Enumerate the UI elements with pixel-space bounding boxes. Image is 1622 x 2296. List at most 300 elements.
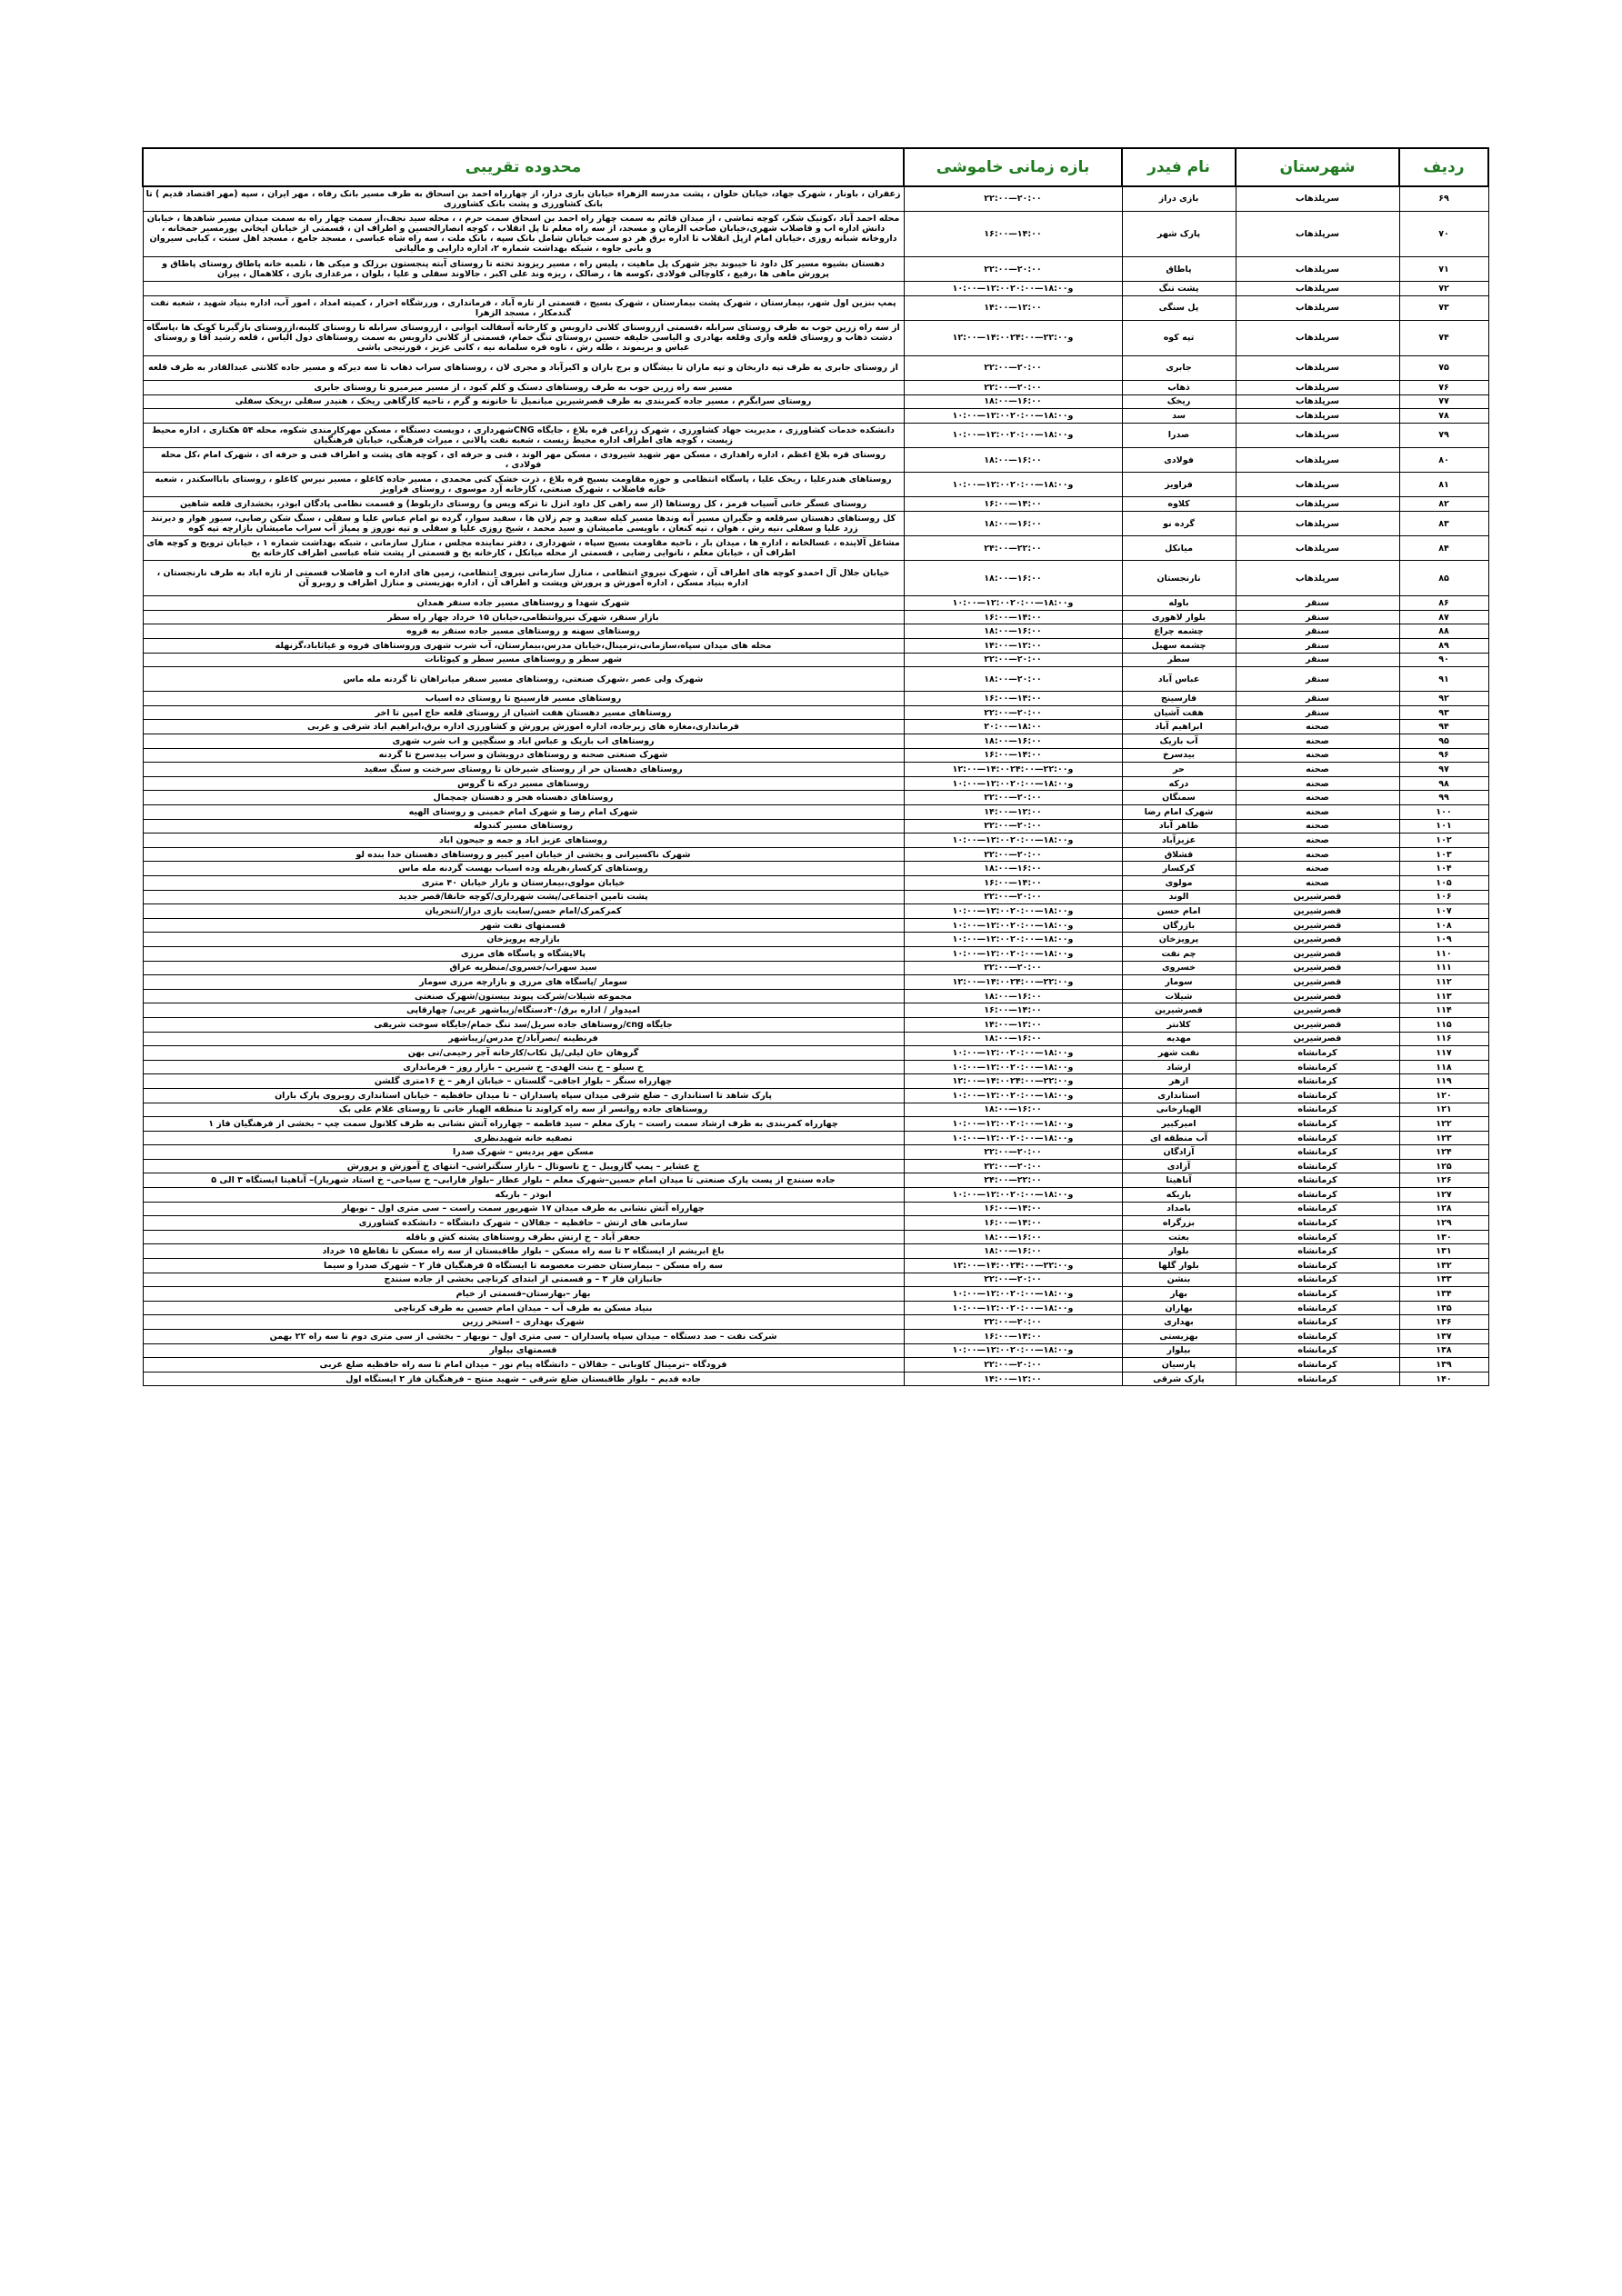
- feeder-cell: سطر: [1122, 653, 1236, 667]
- table-row: [143, 961, 1488, 975]
- feeder-cell: بهاران: [1122, 1301, 1236, 1315]
- row-number-cell: ۱۰۵: [1399, 876, 1488, 891]
- area-cell: تصفیه خانه شهیدنظری: [143, 1131, 904, 1145]
- area-cell: خیابان جلال آل احمدو کوچه های اطراف آن ، شهرک نیروی انتظامی ، منازل سازمانی نیروی انتظامی، زمین های اداره اب و فاضلاب قسمتی از تازه اباد به طرف نارنجستان ، اداره بنیاد مسکن ، اداره آموزش و پرورش وپشت و اطراف آن ، اداره بهزیستی و منازل اطراف و روبرو آن: [143, 561, 904, 596]
- header-area: محدوده تقریبی: [143, 148, 904, 186]
- feeder-cell: چشمه سهیل: [1122, 638, 1236, 653]
- time-range-cell: ۱۰:۰۰—۱۲:۰۰و۱۸:۰۰—۲۰:۰۰: [904, 282, 1122, 296]
- row-number-cell: ۹۷: [1399, 763, 1488, 777]
- feeder-cell: سمنگان: [1122, 791, 1236, 805]
- table-row: [143, 186, 1488, 211]
- table-row: [143, 933, 1488, 947]
- time-range-cell: ۱۲:۰۰—۱۴:۰۰و۲۲:۰۰—۲۴:۰۰: [904, 1074, 1122, 1089]
- table-row: [143, 667, 1488, 692]
- row-number-cell: ۱۲۷: [1399, 1188, 1488, 1203]
- time-range-cell: ۲۲:۰۰—۲۰:۰۰: [904, 1358, 1122, 1373]
- row-number-cell: ۱۱۸: [1399, 1060, 1488, 1074]
- table-row: [143, 805, 1488, 820]
- row-number-cell: ۱۰۰: [1399, 805, 1488, 820]
- header-time-range: بازه زمانی خاموشی: [904, 148, 1122, 186]
- county-cell: کرمانشاه: [1236, 1145, 1399, 1160]
- row-number-cell: ۱۱۰: [1399, 946, 1488, 961]
- table-row: [143, 448, 1488, 473]
- row-number-cell: ۷۵: [1399, 355, 1488, 380]
- feeder-cell: فراویز: [1122, 473, 1236, 497]
- area-cell: جانبازان فاز ۳ – و قسمتی از ابتدای کرناچی بخشی از جاده سنندج: [143, 1273, 904, 1287]
- time-range-cell: ۱۰:۰۰—۱۲:۰۰و۱۸:۰۰—۲۰:۰۰: [904, 1060, 1122, 1074]
- county-cell: کرمانشاه: [1236, 1117, 1399, 1132]
- row-number-cell: ۹۸: [1399, 776, 1488, 791]
- county-cell: سرپلذهاب: [1236, 511, 1399, 535]
- time-range-cell: ۱۶:۰۰—۱۴:۰۰: [904, 610, 1122, 624]
- time-range-cell: ۱۶:۰۰—۱۴:۰۰: [904, 497, 1122, 512]
- feeder-cell: بازی دراز: [1122, 186, 1236, 211]
- county-cell: سنقر: [1236, 705, 1399, 720]
- county-cell: سرپلذهاب: [1236, 355, 1399, 380]
- feeder-cell: نارنجستان: [1122, 561, 1236, 596]
- county-cell: سرپلذهاب: [1236, 282, 1399, 296]
- time-range-cell: ۱۰:۰۰—۱۲:۰۰و۱۸:۰۰—۲۰:۰۰: [904, 596, 1122, 611]
- row-number-cell: ۱۲۵: [1399, 1159, 1488, 1173]
- time-range-cell: ۲۲:۰۰—۲۰:۰۰: [904, 1145, 1122, 1160]
- time-range-cell: ۱۸:۰۰—۱۶:۰۰: [904, 1032, 1122, 1046]
- county-cell: سنقر: [1236, 667, 1399, 692]
- row-number-cell: ۱۴۰: [1399, 1372, 1488, 1386]
- row-number-cell: ۱۰۳: [1399, 847, 1488, 862]
- area-cell: شرکت نفت – صد دستگاه – میدان سپاه پاسداران – سی متری اول – نوبهار – بخشی از سی متری دوم تا سه راه ۲۲ بهمن: [143, 1330, 904, 1344]
- row-number-cell: ۱۰۶: [1399, 890, 1488, 904]
- row-number-cell: ۱۰۸: [1399, 918, 1488, 933]
- row-number-cell: ۸۳: [1399, 511, 1488, 535]
- time-range-cell: ۲۴:۰۰—۲۲:۰۰: [904, 536, 1122, 561]
- area-cell: قسمتهای نفت شهر: [143, 918, 904, 933]
- table-row: [143, 1032, 1488, 1046]
- row-number-cell: ۹۴: [1399, 720, 1488, 734]
- table-row: [143, 610, 1488, 624]
- feeder-cell: بزرگراه: [1122, 1216, 1236, 1231]
- area-cell: روستاهای سهنه و روستاهای مسیر جاده سنقر به قروه: [143, 624, 904, 639]
- area-cell: سید سهراب/خسروی/منظریه عراق: [143, 961, 904, 975]
- feeder-cell: آب باریک: [1122, 734, 1236, 749]
- row-number-cell: ۱۱۲: [1399, 975, 1488, 990]
- time-range-cell: ۱۶:۰۰—۱۴:۰۰: [904, 211, 1122, 256]
- power-outage-table-sheet: [142, 147, 1487, 1386]
- area-cell: خ عشایر – پمپ گازوییل – خ ناسوتال – بازار سنگتراشی– انتهای خ آموزش و پرورش: [143, 1159, 904, 1173]
- table-row: [143, 819, 1488, 834]
- row-number-cell: ۶۹: [1399, 186, 1488, 211]
- row-number-cell: ۸۱: [1399, 473, 1488, 497]
- feeder-cell: بلوار: [1122, 1244, 1236, 1259]
- county-cell: صحنه: [1236, 862, 1399, 876]
- feeder-cell: عزیزآباد: [1122, 834, 1236, 848]
- feeder-cell: هفت آشیان: [1122, 705, 1236, 720]
- time-range-cell: ۱۸:۰۰—۱۶:۰۰: [904, 561, 1122, 596]
- county-cell: قصرشیرین: [1236, 904, 1399, 919]
- time-range-cell: ۱۰:۰۰—۱۲:۰۰و۱۸:۰۰—۲۰:۰۰: [904, 904, 1122, 919]
- table-row: [143, 989, 1488, 1003]
- table-row: [143, 705, 1488, 720]
- area-cell: روستای عسگر خانی آسیاب قرمز ، کل روستاها (از سه راهی کل داود انزل تا ترکه ویس و) روستای داربلوط) و قسمت نظامی پادگان ابوذر، بخشداری قلعه شاهین: [143, 497, 904, 512]
- county-cell: صحنه: [1236, 791, 1399, 805]
- row-number-cell: ۷۶: [1399, 381, 1488, 395]
- time-range-cell: ۱۰:۰۰—۱۲:۰۰و۱۸:۰۰—۲۰:۰۰: [904, 834, 1122, 848]
- row-number-cell: ۱۱۴: [1399, 1003, 1488, 1018]
- feeder-cell: عباس آباد: [1122, 667, 1236, 692]
- county-cell: کرمانشاه: [1236, 1343, 1399, 1358]
- feeder-cell: مهدیه: [1122, 1032, 1236, 1046]
- row-number-cell: ۱۲۲: [1399, 1117, 1488, 1132]
- row-number-cell: ۱۰۱: [1399, 819, 1488, 834]
- time-range-cell: ۲۲:۰۰—۲۰:۰۰: [904, 1315, 1122, 1330]
- county-cell: سرپلذهاب: [1236, 257, 1399, 282]
- county-cell: قصرشیرین: [1236, 946, 1399, 961]
- county-cell: کرمانشاه: [1236, 1244, 1399, 1259]
- table-row: [143, 394, 1488, 409]
- time-range-cell: ۱۰:۰۰—۱۲:۰۰و۱۸:۰۰—۲۰:۰۰: [904, 776, 1122, 791]
- row-number-cell: ۱۰۴: [1399, 862, 1488, 876]
- area-cell: جاده سنندج از پست پارک صنعتی تا میدان امام حسین–شهرک معلم – بلوار عطار –بلوار فارابی– خ سیاحی– خ استاد شهریار)– آناهیتا ایستگاه ۳ الی ۵: [143, 1173, 904, 1188]
- area-cell: زعفران ، باونار ، شهرک جهاد، خیابان حلوان ، پشت مدرسه الزهراء خیابان بازی دراز، از چهارراه احمد بن اسحاق به طرف مسیر بانک رفاه ، مهر ایران ، سپه (مهر اقتصاد قدیم ) تا بانک کشاورزی و پشت بانک کشاورزی: [143, 186, 904, 211]
- area-cell: جایگاه cng/روستاهای جاده سریل/سد تنگ حمام/جایگاه سوخت شریفی: [143, 1017, 904, 1032]
- row-number-cell: ۱۱۱: [1399, 961, 1488, 975]
- county-cell: قصرشیرین: [1236, 975, 1399, 990]
- row-number-cell: ۱۲۳: [1399, 1131, 1488, 1145]
- feeder-cell: پاطاق: [1122, 257, 1236, 282]
- table-row: [143, 653, 1488, 667]
- row-number-cell: ۹۰: [1399, 653, 1488, 667]
- row-number-cell: ۱۱۵: [1399, 1017, 1488, 1032]
- time-range-cell: ۱۸:۰۰—۲۰:۰۰: [904, 667, 1122, 692]
- row-number-cell: ۱۳۰: [1399, 1230, 1488, 1244]
- time-range-cell: ۱۸:۰۰—۱۶:۰۰: [904, 734, 1122, 749]
- county-cell: کرمانشاه: [1236, 1358, 1399, 1373]
- time-range-cell: ۲۲:۰۰—۲۰:۰۰: [904, 186, 1122, 211]
- time-range-cell: ۱۴:۰۰—۱۲:۰۰: [904, 805, 1122, 820]
- row-number-cell: ۹۶: [1399, 748, 1488, 763]
- feeder-cell: پارک شهر: [1122, 211, 1236, 256]
- row-number-cell: ۱۲۴: [1399, 1145, 1488, 1160]
- feeder-cell: بازرگان: [1122, 918, 1236, 933]
- row-number-cell: ۸۷: [1399, 610, 1488, 624]
- county-cell: کرمانشاه: [1236, 1173, 1399, 1188]
- area-cell: از روستای جابری به طرف تپه داربخان و تپه ماران تا بیشگان و برج باران و اکبرآباد و مجری لان ، روستاهای سراب ذهاب تا سه دیرکه و مسیر جاده کلانتی عبدالقادر به طرف قلعه: [143, 355, 904, 380]
- table-row: [143, 1259, 1488, 1273]
- table-row: [143, 1074, 1488, 1089]
- feeder-cell: پشت تنگ: [1122, 282, 1236, 296]
- time-range-cell: ۱۸:۰۰—۱۶:۰۰: [904, 1103, 1122, 1117]
- row-number-cell: ۷۸: [1399, 409, 1488, 424]
- county-cell: کرمانشاه: [1236, 1060, 1399, 1074]
- area-cell: محله های میدان سپاه،سازمانی،ترمینال،خیابان مدرس،بیمارستان، آب شرب شهری وروستاهای فروه و غیاثاباد،گزنهله: [143, 638, 904, 653]
- row-number-cell: ۱۲۸: [1399, 1202, 1488, 1216]
- time-range-cell: ۱۸:۰۰—۱۶:۰۰: [904, 989, 1122, 1003]
- feeder-cell: الوند: [1122, 890, 1236, 904]
- table-row: [143, 211, 1488, 256]
- county-cell: سنقر: [1236, 653, 1399, 667]
- row-number-cell: ۸۲: [1399, 497, 1488, 512]
- table-row: [143, 734, 1488, 749]
- feeder-cell: شیلات: [1122, 989, 1236, 1003]
- feeder-cell: بهزیستی: [1122, 1330, 1236, 1344]
- row-number-cell: ۷۲: [1399, 282, 1488, 296]
- feeder-cell: صدرا: [1122, 423, 1236, 447]
- county-cell: کرمانشاه: [1236, 1088, 1399, 1103]
- area-cell: فرمانداری،مغازه های زیرجاده، اداره اموزش پرورش و کشاورزی اداره برق،ابراهیم اباد شرقی و غربی: [143, 720, 904, 734]
- feeder-cell: فولادی: [1122, 448, 1236, 473]
- table-row: [143, 1273, 1488, 1287]
- time-range-cell: ۱۴:۰۰—۱۲:۰۰: [904, 295, 1122, 320]
- county-cell: سرپلذهاب: [1236, 211, 1399, 256]
- row-number-cell: ۸۹: [1399, 638, 1488, 653]
- time-range-cell: ۱۰:۰۰—۱۲:۰۰و۱۸:۰۰—۲۰:۰۰: [904, 918, 1122, 933]
- feeder-cell: طاهر آباد: [1122, 819, 1236, 834]
- area-cell: پمپ بنزین اول شهر، بیمارستان ، شهرک پشت بیمارستان ، شهرک بسیج ، قسمتی از تازه آباد ، فرمانداری ، ورزشگاه احرار ، کمیته امداد ، امور آب، اداره بنیاد شهید ، شعبه نفت گندمکار ، مسجد الزهرا: [143, 295, 904, 320]
- area-cell: سازمانی های ارتش – حافظیه – جقالان – شهرک دانشگاه – دانشکده کشاورزی: [143, 1216, 904, 1231]
- county-cell: صحنه: [1236, 776, 1399, 791]
- row-number-cell: ۱۱۶: [1399, 1032, 1488, 1046]
- row-number-cell: ۱۳۷: [1399, 1330, 1488, 1344]
- area-cell: شهرک امام رضا و شهرک امام خمینی و روستای الهیه: [143, 805, 904, 820]
- time-range-cell: ۱۰:۰۰—۱۲:۰۰و۱۸:۰۰—۲۰:۰۰: [904, 409, 1122, 424]
- header-row-number: ردیف: [1399, 148, 1488, 186]
- feeder-cell: بلوار گلها: [1122, 1259, 1236, 1273]
- table-row: [143, 409, 1488, 424]
- table-row: [143, 904, 1488, 919]
- row-number-cell: ۱۱۳: [1399, 989, 1488, 1003]
- row-number-cell: ۹۹: [1399, 791, 1488, 805]
- time-range-cell: ۱۰:۰۰—۱۲:۰۰و۱۸:۰۰—۲۰:۰۰: [904, 1343, 1122, 1358]
- area-cell: روستای قره بلاغ اعظم ، اداره راهداری ، مسکن مهر شهید شیرودی ، مسکن مهر الوند ، فنی و حرفه ای ، کوچه های پشت و اطراف فنی و حرفه ای ، شهرک امام ،کل محله فولادی ،: [143, 448, 904, 473]
- row-number-cell: ۱۳۴: [1399, 1287, 1488, 1302]
- county-cell: قصرشیرین: [1236, 1032, 1399, 1046]
- row-number-cell: ۷۳: [1399, 295, 1488, 320]
- county-cell: سرپلذهاب: [1236, 561, 1399, 596]
- feeder-cell: کلانتر: [1122, 1017, 1236, 1032]
- county-cell: کرمانشاه: [1236, 1216, 1399, 1231]
- time-range-cell: ۱۶:۰۰—۱۴:۰۰: [904, 1202, 1122, 1216]
- county-cell: سرپلذهاب: [1236, 394, 1399, 409]
- feeder-cell: حر: [1122, 763, 1236, 777]
- county-cell: سرپلذهاب: [1236, 321, 1399, 356]
- area-cell: شهرک بهداری – استخر زرین: [143, 1315, 904, 1330]
- time-range-cell: ۲۲:۰۰—۲۰:۰۰: [904, 257, 1122, 282]
- county-cell: کرمانشاه: [1236, 1188, 1399, 1203]
- time-range-cell: ۱۰:۰۰—۱۲:۰۰و۱۸:۰۰—۲۰:۰۰: [904, 423, 1122, 447]
- table-row: [143, 1173, 1488, 1188]
- time-range-cell: ۲۰:۰۰—۱۸:۰۰: [904, 720, 1122, 734]
- county-cell: کرمانشاه: [1236, 1287, 1399, 1302]
- table-header-row: [143, 148, 1488, 186]
- feeder-cell: امام حسن: [1122, 904, 1236, 919]
- feeder-cell: میانکل: [1122, 536, 1236, 561]
- feeder-cell: جابری: [1122, 355, 1236, 380]
- table-row: [143, 1060, 1488, 1074]
- row-number-cell: ۱۰۲: [1399, 834, 1488, 848]
- county-cell: سرپلذهاب: [1236, 497, 1399, 512]
- area-cell: جعفر آباد – خ ارتش بطرف روستاهای پشته کش و باقله: [143, 1230, 904, 1244]
- time-range-cell: ۱۴:۰۰—۱۲:۰۰: [904, 638, 1122, 653]
- area-cell: روستاهای جاده روانسر از سه راه کراوند تا منطقه الهیار خانی تا روستای غلام علی بک: [143, 1103, 904, 1117]
- area-cell: شهرک ناکسیرانی و بخشی از خیابان امیر کبیر و روستاهای دهستان خدا بنده لو: [143, 847, 904, 862]
- county-cell: سرپلذهاب: [1236, 409, 1399, 424]
- time-range-cell: ۱۰:۰۰—۱۲:۰۰و۱۸:۰۰—۲۰:۰۰: [904, 1188, 1122, 1203]
- table-row: [143, 1017, 1488, 1032]
- row-number-cell: ۱۳۱: [1399, 1244, 1488, 1259]
- row-number-cell: ۱۰۹: [1399, 933, 1488, 947]
- time-range-cell: ۱۰:۰۰—۱۲:۰۰و۱۸:۰۰—۲۰:۰۰: [904, 473, 1122, 497]
- feeder-cell: آناهیتا: [1122, 1173, 1236, 1188]
- feeder-cell: بهار: [1122, 1287, 1236, 1302]
- row-number-cell: ۱۲۱: [1399, 1103, 1488, 1117]
- county-cell: صحنه: [1236, 819, 1399, 834]
- table-row: [143, 862, 1488, 876]
- county-cell: کرمانشاه: [1236, 1046, 1399, 1061]
- row-number-cell: ۹۳: [1399, 705, 1488, 720]
- row-number-cell: ۹۱: [1399, 667, 1488, 692]
- table-row: [143, 1372, 1488, 1386]
- table-row: [143, 295, 1488, 320]
- area-cell: روستاهای مسیر کندوله: [143, 819, 904, 834]
- table-row: [143, 1202, 1488, 1216]
- feeder-cell: بیلوار: [1122, 1343, 1236, 1358]
- county-cell: کرمانشاه: [1236, 1230, 1399, 1244]
- county-cell: صحنه: [1236, 748, 1399, 763]
- table-body: [143, 186, 1488, 1386]
- county-cell: قصرشیرین: [1236, 890, 1399, 904]
- table-row: [143, 1117, 1488, 1132]
- area-cell: مسیر سه راه زرین جوب به طرف روستاهای دستک و کلم کبود ، از مسیر میرمیرو تا روستای جابری: [143, 381, 904, 395]
- table-row: [143, 1003, 1488, 1018]
- table-row: [143, 381, 1488, 395]
- row-number-cell: ۷۰: [1399, 211, 1488, 256]
- area-cell: کمرکمرک/امام حسن/سایت بازی دراز/انتحریان: [143, 904, 904, 919]
- area-cell: باغ ابریشم از ایستگاه ۲ تا سه راه مسکن – بلوار طاقبستان از سه راه مسکن تا تقاطع ۱۵ خرداد: [143, 1244, 904, 1259]
- table-row: [143, 692, 1488, 706]
- county-cell: سنقر: [1236, 610, 1399, 624]
- feeder-cell: بلوار لاهوری: [1122, 610, 1236, 624]
- table-row: [143, 1230, 1488, 1244]
- row-number-cell: ۸۴: [1399, 536, 1488, 561]
- table-row: [143, 1330, 1488, 1344]
- county-cell: کرمانشاه: [1236, 1301, 1399, 1315]
- table-row: [143, 1358, 1488, 1373]
- area-cell: چهارراه کمربندی به طرف ارشاد سمت راست – پارک معلم – سید فاطمه – چهارراه آتش نشانی به طرف کلانول سمت چپ – بخشی از فرهنگیان فاز ۱: [143, 1117, 904, 1132]
- table-row: [143, 1159, 1488, 1173]
- county-cell: صحنه: [1236, 876, 1399, 891]
- time-range-cell: ۱۲:۰۰—۱۴:۰۰و۲۲:۰۰—۲۴:۰۰: [904, 1259, 1122, 1273]
- time-range-cell: ۲۲:۰۰—۲۰:۰۰: [904, 705, 1122, 720]
- table-row: [143, 497, 1488, 512]
- table-row: [143, 638, 1488, 653]
- area-cell: روستاهای هندرعلیا ، ریخک علیا ، پاسگاه انتظامی و حوزه مقاومت بسیج قره بلاغ ، ذرت خشک کنی محمدی ، مسیر جاده کاغلو ، مسیر نیرس کاغلو ، روستای بابااسکندر ، شعبه خانه فاضلاب ، شهرک صنعتی، کارخانه آرد موسوی ، روستای فراویز: [143, 473, 904, 497]
- table-row: [143, 473, 1488, 497]
- time-range-cell: ۱۰:۰۰—۱۲:۰۰و۱۸:۰۰—۲۰:۰۰: [904, 1287, 1122, 1302]
- table-row: [143, 1315, 1488, 1330]
- area-cell: ابوذر – باریکه: [143, 1188, 904, 1203]
- area-cell: امیدوار / اداره برق/۴۰دستگاه/زیباشهر غربی/ چهارقاپی: [143, 1003, 904, 1018]
- table-row: [143, 834, 1488, 848]
- time-range-cell: ۱۰:۰۰—۱۲:۰۰و۱۸:۰۰—۲۰:۰۰: [904, 1301, 1122, 1315]
- feeder-cell: کلاوه: [1122, 497, 1236, 512]
- row-number-cell: ۸۵: [1399, 561, 1488, 596]
- table-row: [143, 1188, 1488, 1203]
- area-cell: روستاهای مسیر فارسینج تا روستای ده اسیاب: [143, 692, 904, 706]
- county-cell: صحنه: [1236, 847, 1399, 862]
- feeder-cell: قصرشیرین: [1122, 1003, 1236, 1018]
- county-cell: سرپلذهاب: [1236, 448, 1399, 473]
- county-cell: صحنه: [1236, 805, 1399, 820]
- county-cell: کرمانشاه: [1236, 1259, 1399, 1273]
- feeder-cell: بیدسرخ: [1122, 748, 1236, 763]
- feeder-cell: بعثت: [1122, 1230, 1236, 1244]
- area-cell: شهرک ولی عصر ،شهرک صنعتی، روستاهای مسیر سنقر میانراهان تا گردنه مله ماس: [143, 667, 904, 692]
- row-number-cell: ۱۱۹: [1399, 1074, 1488, 1089]
- feeder-cell: قشلاق: [1122, 847, 1236, 862]
- row-number-cell: ۱۲۰: [1399, 1088, 1488, 1103]
- table-row: [143, 624, 1488, 639]
- time-range-cell: ۱۸:۰۰—۱۶:۰۰: [904, 394, 1122, 409]
- table-row: [143, 355, 1488, 380]
- table-row: [143, 1088, 1488, 1103]
- county-cell: کرمانشاه: [1236, 1315, 1399, 1330]
- table-row: [143, 282, 1488, 296]
- county-cell: سرپلذهاب: [1236, 536, 1399, 561]
- table-row: [143, 1103, 1488, 1117]
- row-number-cell: ۸۰: [1399, 448, 1488, 473]
- area-cell: چهارراه آتش نشانی به طرف میدان ۱۷ شهریور سمت راست – سی متری اول – نوبهار: [143, 1202, 904, 1216]
- table-row: [143, 596, 1488, 611]
- county-cell: سنقر: [1236, 624, 1399, 639]
- county-cell: سنقر: [1236, 638, 1399, 653]
- row-number-cell: ۱۳۵: [1399, 1301, 1488, 1315]
- time-range-cell: ۱۶:۰۰—۱۴:۰۰: [904, 748, 1122, 763]
- county-cell: سنقر: [1236, 692, 1399, 706]
- area-cell: سه راه مسکن – بیمارستان حضرت معصومه تا ایستگاه ۵ فرهنگیان فاز ۲ – شهرک صدرا و سیما: [143, 1259, 904, 1273]
- table-row: [143, 1287, 1488, 1302]
- row-number-cell: ۸۸: [1399, 624, 1488, 639]
- county-cell: قصرشیرین: [1236, 933, 1399, 947]
- time-range-cell: ۱۸:۰۰—۱۶:۰۰: [904, 448, 1122, 473]
- county-cell: قصرشیرین: [1236, 961, 1399, 975]
- county-cell: صحنه: [1236, 834, 1399, 848]
- area-cell: روستاهای کرکسار،هریله وده اسیاب بهست گردنه مله ماس: [143, 862, 904, 876]
- time-range-cell: ۱۲:۰۰—۱۴:۰۰و۲۲:۰۰—۲۴:۰۰: [904, 975, 1122, 990]
- county-cell: سرپلذهاب: [1236, 186, 1399, 211]
- county-cell: قصرشیرین: [1236, 918, 1399, 933]
- row-number-cell: ۱۳۲: [1399, 1259, 1488, 1273]
- area-cell: گروهان خان لیلی/پل تکاب/کارخانه آجر رحیمی/نی بهن: [143, 1046, 904, 1061]
- area-cell: مجموعه شیلات/شرکت پیوند بیستون/شهرک صنعتی: [143, 989, 904, 1003]
- time-range-cell: ۲۲:۰۰—۲۰:۰۰: [904, 819, 1122, 834]
- area-cell: روستاهای دهستاه هجر و دهستان چمچمال: [143, 791, 904, 805]
- outage-schedule-table: [142, 147, 1489, 1386]
- table-row: [143, 1131, 1488, 1145]
- row-number-cell: ۱۰۷: [1399, 904, 1488, 919]
- row-number-cell: ۱۳۸: [1399, 1343, 1488, 1358]
- feeder-cell: ارشاد: [1122, 1060, 1236, 1074]
- row-number-cell: ۱۳۹: [1399, 1358, 1488, 1373]
- feeder-cell: ریخک: [1122, 394, 1236, 409]
- area-cell: خ سیلو – خ بنت الهدی– خ شیرین – بازار روز – فرمانداری: [143, 1060, 904, 1074]
- area-cell: دهستان بشیوه مسیر کل داود تا حیبوند بجز شهرک پل ماهیت ، پلیس راه ، مسیر ریزوند تخته تا روستای آبته پنجستون برزلک و میکی ها ، تلمبه خانه پاطاق روستای پاطاق و پرورش ماهی ها ،رفیع ، کاوچالی فولادی ،کوسه ها ، رضالک ، ریزه وند علی اکبر ، جالاوند سفلی و علیا ، بلوان ، مرغداری باری ، کلاهمال ، پیران: [143, 257, 904, 282]
- area-cell: جاده قدیم – بلوار طاقبستان ضلع شرقی – شهید منتج – فرهنگیان فاز ۲ ایستگاه اول: [143, 1372, 904, 1386]
- table-row: [143, 511, 1488, 535]
- time-range-cell: ۲۲:۰۰—۲۰:۰۰: [904, 847, 1122, 862]
- table-row: [143, 876, 1488, 891]
- county-cell: کرمانشاه: [1236, 1103, 1399, 1117]
- time-range-cell: ۱۶:۰۰—۱۴:۰۰: [904, 692, 1122, 706]
- table-row: [143, 423, 1488, 447]
